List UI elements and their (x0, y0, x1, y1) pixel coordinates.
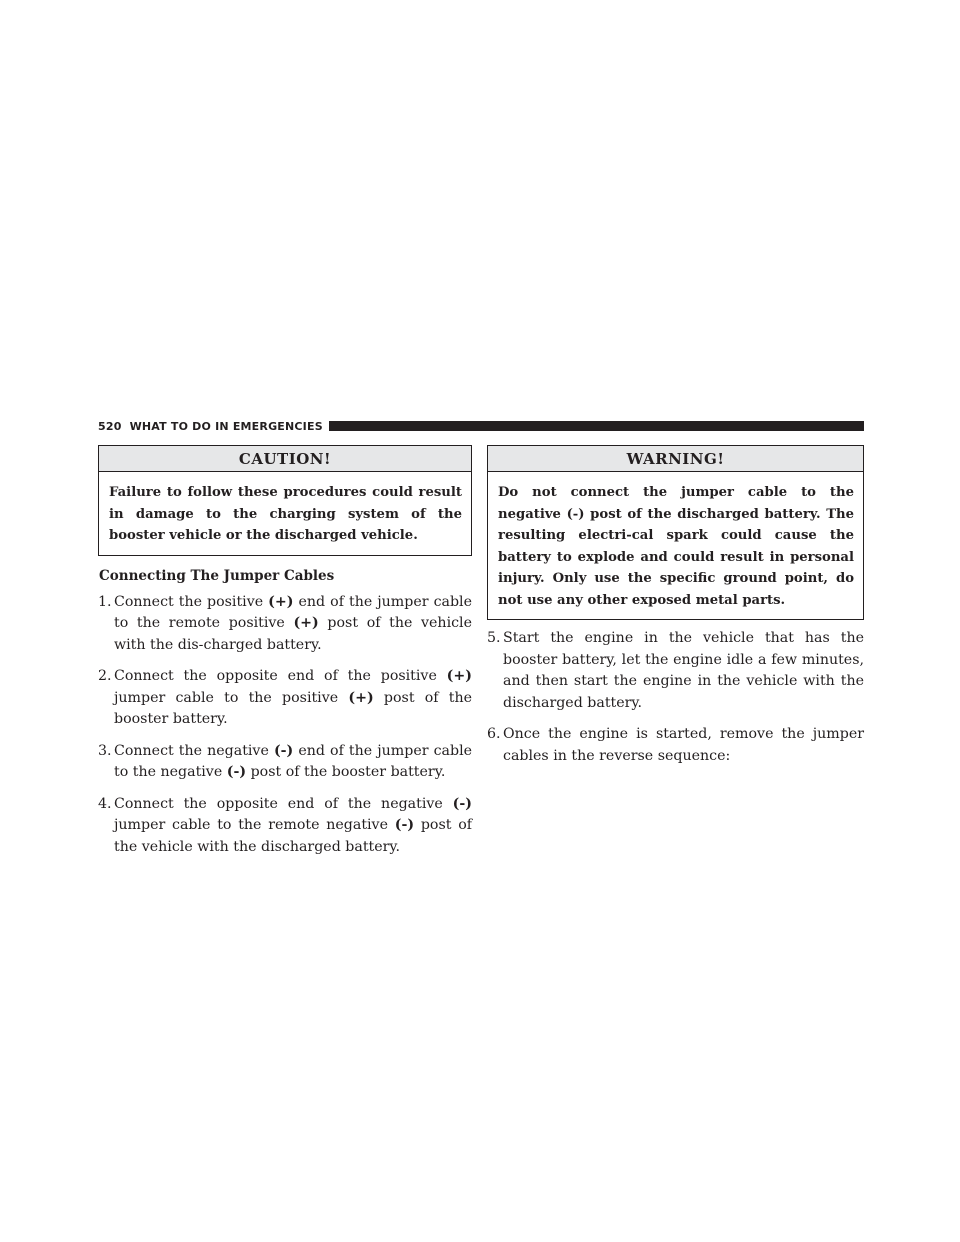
polarity-symbol: (-) (394, 817, 415, 833)
warning-text: Do not connect the jumper cable to the negative (-) post of the discharged battery. The resulting electri-cal spark could cause the battery to explode and could result in personal injury. Only use the specific ground point, do not use any other exposed metal parts. (498, 485, 854, 608)
section-title: WHAT TO DO IN EMERGENCIES (129, 419, 323, 433)
step-text: end of the jumper cable to the negative (114, 742, 472, 780)
caution-text: Failure to follow these procedures could result in damage to the charging system of the booster vehicle or the discharged vehicle. (109, 485, 462, 543)
polarity-symbol: (+) (446, 668, 472, 684)
step-text: Connect the positive (114, 593, 269, 610)
polarity-symbol: (-) (273, 742, 294, 759)
polarity-symbol: (+) (348, 689, 374, 706)
polarity-symbol: (-) (452, 795, 472, 812)
caution-box (98, 445, 472, 556)
step-text: Connect the negative (114, 742, 274, 759)
polarity-symbol: (+) (268, 593, 294, 610)
step-6 (487, 724, 864, 767)
step-text: Start the engine in the vehicle that has the booster battery, let the engine idle a few minutes, and then start the engine in the vehicle with the discharged battery. (503, 630, 864, 711)
step-text: post of the booster battery. (114, 689, 472, 727)
header-rule (329, 421, 864, 431)
step-number: 1. (98, 593, 112, 610)
steps-list-right (487, 628, 864, 767)
page-number: 520 (98, 419, 122, 433)
step-number: 2. (98, 668, 112, 684)
step-number: 5. (487, 630, 501, 646)
left-column (98, 445, 472, 858)
step-4 (98, 794, 472, 859)
step-text: post of the vehicle with the discharged battery. (114, 817, 473, 855)
right-column (487, 445, 864, 767)
step-text: jumper cable to the remote negative (114, 817, 395, 833)
steps-list-left (98, 592, 472, 859)
step-text: jumper cable to the positive (114, 689, 349, 706)
step-2 (98, 666, 472, 731)
step-3 (98, 741, 472, 784)
step-text: post of the vehicle with the dis-charged battery. (114, 615, 472, 653)
step-text: end of the jumper cable to the remote positive (114, 593, 472, 631)
polarity-symbol: (-) (226, 764, 247, 780)
step-number: 6. (487, 726, 501, 742)
section-subheading: Connecting The Jumper Cables (99, 567, 335, 584)
step-5 (487, 628, 864, 714)
page-header (98, 419, 864, 433)
warning-title: WARNING! (488, 446, 863, 472)
step-text: Once the engine is started, remove the jumper cables in the reverse sequence: (503, 726, 864, 764)
caution-title: CAUTION! (99, 446, 471, 472)
step-1 (98, 592, 472, 657)
step-text: Connect the opposite end of the negative (114, 795, 453, 812)
step-number: 4. (98, 795, 112, 812)
step-text: Connect the opposite end of the positive (114, 668, 447, 684)
warning-box (487, 445, 864, 620)
step-number: 3. (98, 742, 112, 759)
polarity-symbol: (+) (293, 615, 319, 631)
step-text: post of the booster battery. (246, 764, 446, 780)
